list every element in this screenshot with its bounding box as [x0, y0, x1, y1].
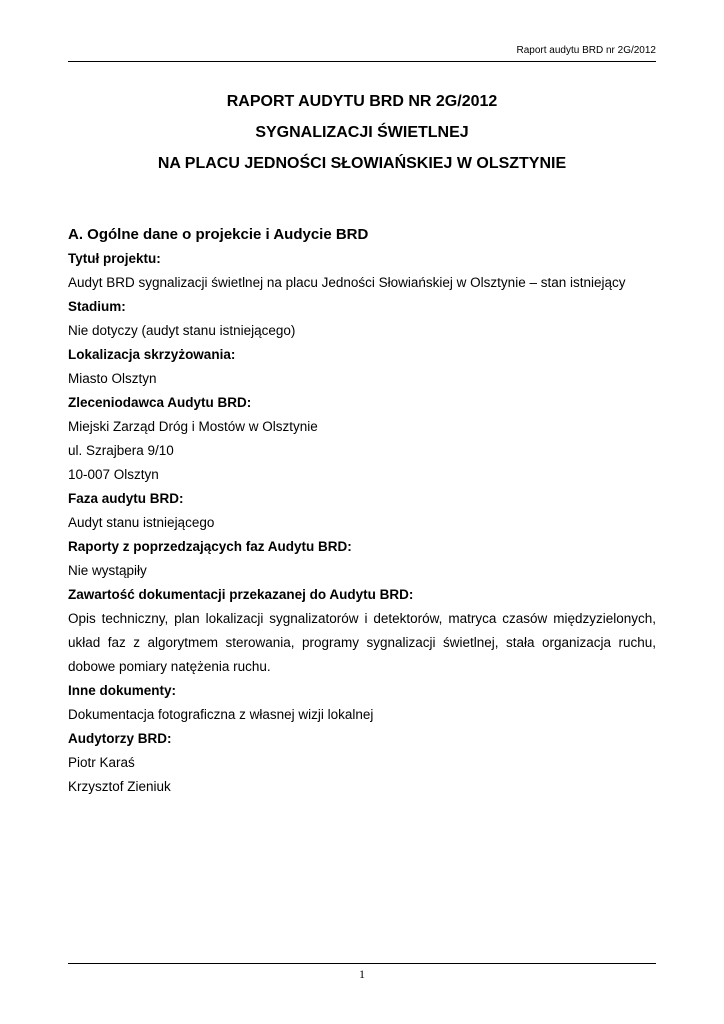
- page-number: 1: [359, 967, 365, 981]
- previous-reports-value: Nie wystąpiły: [68, 563, 147, 578]
- title-line-1: RAPORT AUDYTU BRD NR 2G/2012: [226, 93, 498, 110]
- phase-value: Audyt stanu istniejącego: [68, 515, 215, 530]
- title-line-2: SYGNALIZACJI ŚWIETLNEJ: [255, 124, 469, 141]
- phase-label: Faza audytu BRD:: [68, 491, 184, 506]
- project-title-value: Audyt BRD sygnalizacji świetlnej na placu Jedności Słowiańskiej w Olsztynie – stan istniejący: [68, 275, 626, 290]
- auditor-2: Krzysztof Zieniuk: [68, 779, 171, 794]
- client-city: 10-007 Olsztyn: [68, 467, 159, 482]
- document-body: [68, 222, 656, 799]
- title-line-3: NA PLACU JEDNOŚCI SŁOWIAŃSKIEJ W OLSZTYNIE: [157, 155, 567, 172]
- running-header: Raport audytu BRD nr 2G/2012: [516, 45, 656, 56]
- auditors-label: Audytorzy BRD:: [68, 731, 172, 746]
- header-divider: [68, 61, 656, 62]
- previous-reports-label: Raporty z poprzedzających faz Audytu BRD:: [68, 539, 352, 554]
- section-heading: A. Ogólne dane o projekcie i Audycie BRD: [68, 226, 369, 243]
- client-name: Miejski Zarząd Dróg i Mostów w Olsztynie: [68, 419, 318, 434]
- other-documents-value: Dokumentacja fotograficzna z własnej wizji lokalnej: [68, 707, 374, 722]
- stage-value: Nie dotyczy (audyt stanu istniejącego): [68, 323, 296, 338]
- stage-label: Stadium:: [68, 299, 126, 314]
- client-street: ul. Szrajbera 9/10: [68, 443, 174, 458]
- other-documents-label: Inne dokumenty:: [68, 683, 177, 698]
- client-label: Zleceniodawca Audytu BRD:: [68, 395, 252, 410]
- documentation-label: Zawartość dokumentacji przekazanej do Audytu BRD:: [68, 587, 414, 602]
- documentation-value: Opis techniczny, plan lokalizacji sygnalizatorów i detektorów, matryca czasów międzyzielonych, układ faz z algorytmem sterowania, programy sygnalizacji świetlnej, stała organizacja ruchu, dobowe pomiary natężenia ruchu.: [68, 611, 656, 674]
- location-value: Miasto Olsztyn: [68, 371, 157, 386]
- footer-divider: [68, 963, 656, 964]
- project-title-label: Tytuł projektu:: [68, 251, 161, 266]
- auditor-1: Piotr Karaś: [68, 755, 135, 770]
- document-title: [68, 94, 656, 187]
- location-label: Lokalizacja skrzyżowania:: [68, 347, 236, 362]
